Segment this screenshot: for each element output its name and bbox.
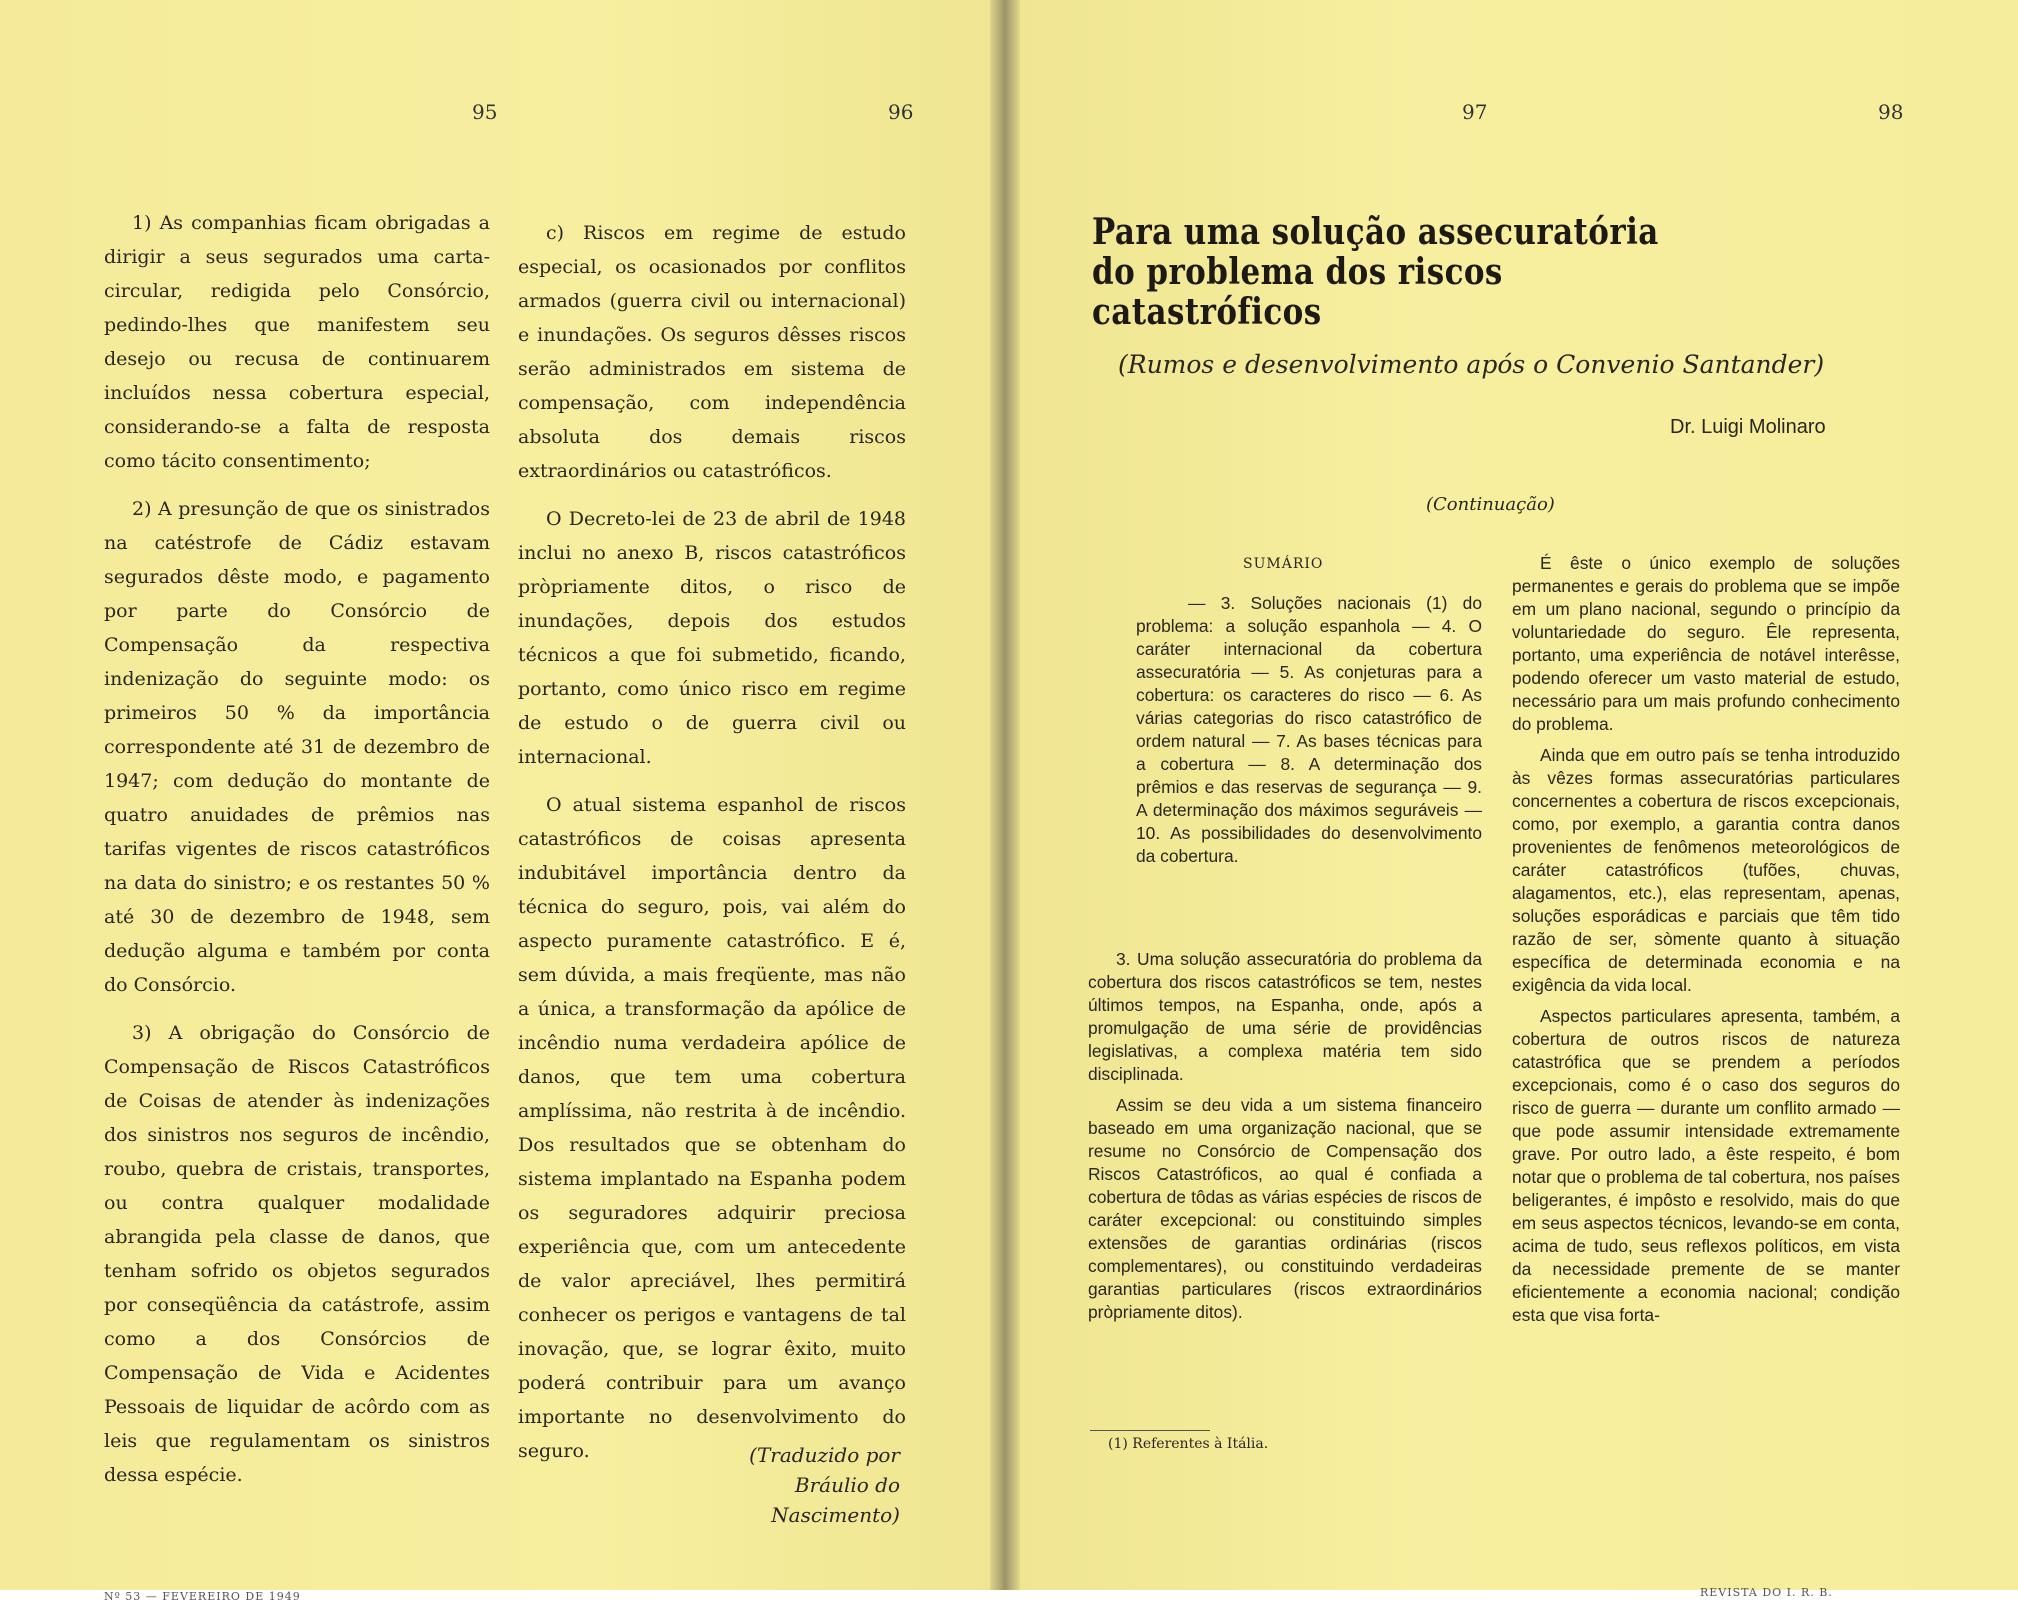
article-title: Para uma solução assecuratória do problema dos riscos catastróficos	[1092, 211, 1659, 333]
column-page-96	[518, 216, 906, 1482]
paragraph: O atual sistema espanhol de riscos catastróficos de coisas apresenta indubitável importância dentro da técnica do seguro, pois, vai além do aspecto puramente catastrófico. E é, sem dúvida, a mais freqüente, mas não a única, a transformação da apólice de incêndio numa verdadeira apólice de danos, que tem uma cobertura amplíssima, não restrita à de incêndio. Dos resultados que se obtenham do sistema implantado na Espanha podem os seguradores adquirir preciosa experiência que, com um antecedente de valor apreciável, lhes permitirá conhecer os perigos e vantagens de tal inovação, que, se lograr êxito, muito poderá contribuir para um avanço importante no desenvolvimento do seguro.	[518, 794, 906, 1462]
summary-heading: SUMÁRIO	[1243, 556, 1324, 572]
summary-paragraph: — 3. Soluções nacionais (1) do problema: a solução espanhola — 4. O caráter internacional da cobertura assecuratória — 5. As conjeturas para a cobertura: os caracteres do risco — 6. As várias categorias do risco catastrófico de ordem natural — 7. As bases técnicas para a cobertura — 8. A determinação dos prêmios e das reservas de segurança — 9. A determinação dos máximos seguráveis — 10. As possibilidades do desenvolvimento da cobertura.	[1136, 593, 1482, 866]
paragraph: Assim se deu vida a um sistema financeiro baseado em uma organização nacional, que se resume no Consórcio de Compensação dos Riscos Catastróficos, ao qual é confiada a cobertura de tôdas as várias espécies de riscos de caráter excepcional: ou constituindo simples extensões de garantias ordinárias (riscos complementares), ou constituindo verdadeiras garantias particulares (riscos extraordinários pròpriamente ditos).	[1088, 1095, 1482, 1322]
paragraph: 3. Uma solução assecuratória do problema da cobertura dos riscos catastróficos se tem, nestes últimos tempos, na Espanha, onde, após a promulgação de uma série de providências legislativas, a complexa matéria tem sido disciplinada.	[1088, 949, 1482, 1084]
paragraph: 1) As companhias ficam obrigadas a dirigir a seus segurados uma carta-circular, redigida pelo Consórcio, pedindo-lhes que manifestem seu desejo ou recusa de continuarem incluídos nessa cobertura especial, considerando-se a falta de resposta como tácito consentimento;	[104, 212, 490, 472]
paragraph: Ainda que em outro país se tenha introduzido às vêzes formas assecuratórias particulares concernentes a cobertura de riscos excepcionais, como, por exemplo, a garantia contra danos provenientes de fenômenos meteorológicos de caráter catastróficos (tufões, chuvas, alagamentos, etc.), elas representam, apenas, soluções esporádicas e parciais que têm tido razão de ser, sòmente quanto à situação específica de determinada economia e na exigência da vida local.	[1512, 745, 1900, 995]
paragraph: 2) A presunção de que os sinistrados na catéstrofe de Cádiz estavam segurados dêste modo, e pagamento por parte do Consórcio de Compensação da respectiva indenização do seguinte modo: os primeiros 50 % da importância correspondente até 31 de dezembro de 1947; com dedução do montante de quatro anuidades de prêmios nas tarifas vigentes de riscos catastróficos na data do sinistro; e os restantes 50 % até 30 de dezembro de 1948, sem dedução alguma e também por conta do Consórcio.	[104, 498, 490, 996]
page-number-96: 96	[888, 100, 914, 124]
translator-line-2: Bráulio do Nascimento)	[771, 1473, 900, 1527]
paragraph: O Decreto-lei de 23 de abril de 1948 inclui no anexo B, riscos catastróficos pròpriamente ditos, o risco de inundações, depois dos estudos técnicos a que foi submetido, ficando, portanto, como único risco em regime de estudo o de guerra civil ou internacional.	[518, 508, 906, 768]
page-number-95: 95	[472, 100, 498, 124]
page-number-98: 98	[1878, 100, 1904, 124]
paragraph: É êste o único exemplo de soluções permanentes e gerais do problema que se impõe em um plano nacional, segundo o princípio da voluntariedade do seguro. Êle representa, portanto, uma experiência de notável interêsse, podendo oferecer um vasto material de estudo, necessário para um mais profundo conhecimento do problema.	[1512, 553, 1900, 734]
translator-line-1: (Traduzido por	[749, 1443, 900, 1467]
footnote: (1) Referentes à Itália.	[1108, 1436, 1269, 1452]
footer-journal: REVISTA DO I. R. B.	[1700, 1586, 1833, 1599]
column-page-97	[1088, 948, 1482, 1332]
summary-text	[1136, 592, 1482, 876]
column-page-95	[104, 206, 490, 1506]
page-number-97: 97	[1462, 100, 1488, 124]
article-author: Dr. Luigi Molinaro	[1670, 416, 1826, 438]
translator-credit	[660, 1440, 900, 1530]
footer-issue: Nº 53 — FEVEREIRO DE 1949	[104, 1590, 301, 1603]
paragraph: Aspectos particulares apresenta, também, a cobertura de outros riscos de natureza catastrófica que se prendem a períodos excepcionais, como é o caso dos seguros do risco de guerra — durante um conflito armado — que pode assumir intensidade extremamente grave. Por outro lado, a êste respeito, é bom notar que o problema de tal cobertura, nos países beligerantes, é impôsto e resolvido, mais do que em seus aspectos técnicos, levando-se em conta, acima de tudo, seus reflexos políticos, em vista da necessidade premente de se manter eficientemente a economia nacional; condição esta que visa forta-	[1512, 1006, 1900, 1325]
footnote-rule	[1090, 1430, 1210, 1431]
book-gutter	[990, 0, 1020, 1604]
article-subtitle: (Rumos e desenvolvimento após o Convenio Santander)	[1118, 350, 1825, 379]
continuation-label: (Continuação)	[1426, 494, 1555, 515]
column-page-98	[1512, 552, 1900, 1335]
paragraph: 3) A obrigação do Consórcio de Compensação de Riscos Catastróficos de Coisas de atender às indenizações dos sinistros nos seguros de incêndio, roubo, quebra de cristais, transportes, ou contra qualquer modalidade abrangida pela classe de danos, que tenham sofrido os objetos segurados por conseqüência da catástrofe, assim como a dos Consórcios de Compensação de Vida e Acidentes Pessoais de liquidar de acôrdo com as leis que regulamentam os sinistros dessa espécie.	[104, 1022, 490, 1486]
paragraph: c) Riscos em regime de estudo especial, os ocasionados por conflitos armados (guerra civil ou internacional) e inundações. Os seguros dêsses riscos serão administrados em sistema de compensação, com independência absoluta dos demais riscos extraordinários ou catastróficos.	[518, 222, 906, 482]
